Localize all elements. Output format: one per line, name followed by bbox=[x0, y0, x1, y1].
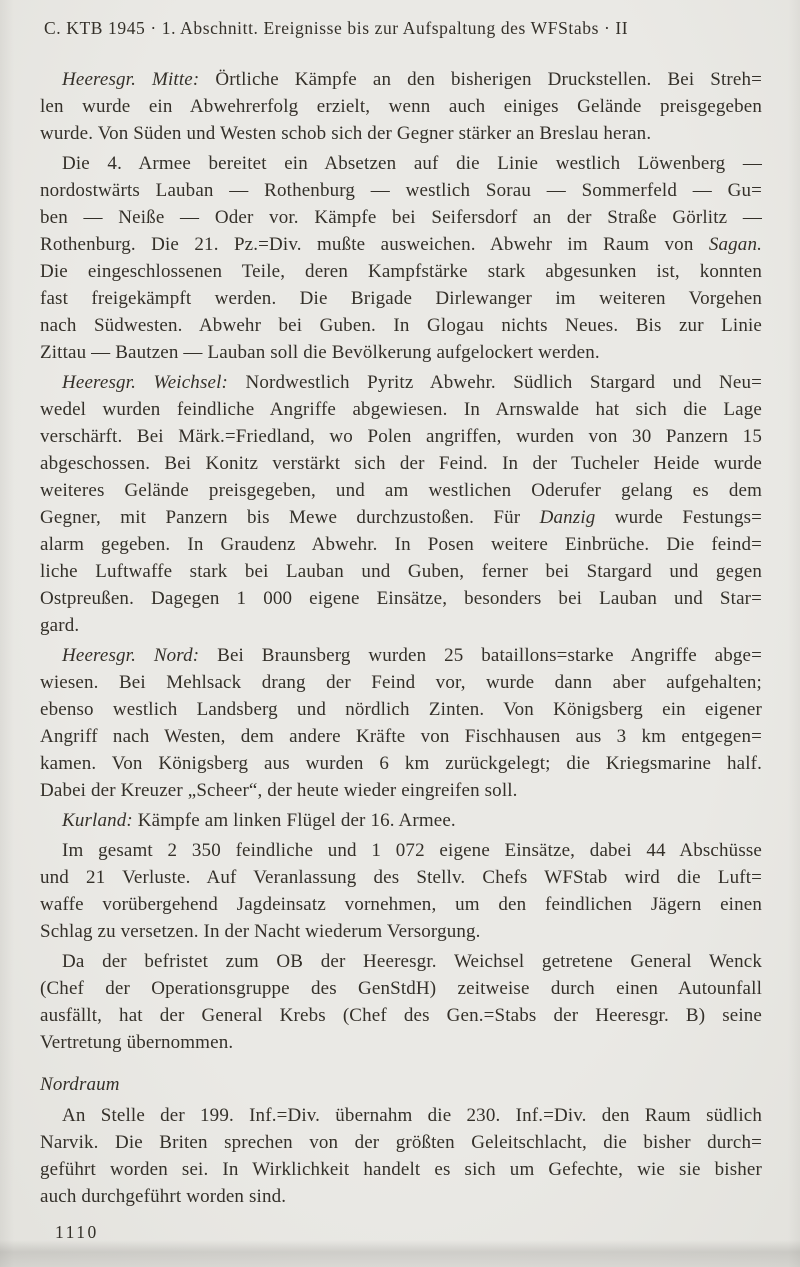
text-line: fast freigekämpft werden. Die Brigade Dirlewanger im weiteren Vorgehen bbox=[40, 288, 762, 309]
text-line: geführt worden sei. In Wirklichkeit handelt es sich um Gefechte, wie sie bisher bbox=[40, 1159, 762, 1180]
page-number: 1110 bbox=[55, 1222, 99, 1242]
text-line: gard. bbox=[40, 615, 80, 636]
text-line: nach Südwesten. Abwehr bei Guben. In Glogau nichts Neues. Bis zur Linie bbox=[40, 315, 762, 336]
paragraph bbox=[40, 150, 762, 366]
text-line: weiteres Gelände preisgegeben, und am westlichen Oderufer gelang es dem bbox=[40, 480, 762, 501]
text-line: Heeresgr. Nord: Bei Braunsberg wurden 25 bataillons=starke Angriffe abge= bbox=[62, 645, 762, 666]
text-line: An Stelle der 199. Inf.=Div. übernahm die 230. Inf.=Div. den Raum südlich bbox=[62, 1105, 762, 1126]
paragraph bbox=[40, 66, 762, 147]
text-line: Dabei der Kreuzer „Scheer“, der heute wieder eingreifen soll. bbox=[40, 780, 518, 801]
text-line: Gegner, mit Panzern bis Mewe durchzustoßen. Für Danzig wurde Festungs= bbox=[40, 507, 763, 528]
text-line: kamen. Von Königsberg aus wurden 6 km zurückgelegt; die Kriegsmarine half. bbox=[40, 753, 762, 774]
section-heading bbox=[40, 1071, 762, 1098]
text-line: nordostwärts Lauban — Rothenburg — westlich Sorau — Sommerfeld — Gu= bbox=[40, 180, 762, 201]
paragraph bbox=[40, 1102, 762, 1210]
text-line: Nordraum bbox=[40, 1074, 120, 1095]
text-line: Heeresgr. Weichsel: Nordwestlich Pyritz Abwehr. Südlich Stargard und Neu= bbox=[62, 372, 762, 393]
text-line: Die 4. Armee bereitet ein Absetzen auf die Linie westlich Löwenberg — bbox=[62, 153, 762, 174]
paragraph bbox=[40, 642, 762, 804]
text-line: ben — Neiße — Oder vor. Kämpfe bei Seifersdorf an der Straße Görlitz — bbox=[40, 207, 762, 228]
text-line: waffe vorübergehend Jagdeinsatz vornehmen, um den feindlichen Jägern einen bbox=[40, 894, 762, 915]
paragraph bbox=[40, 369, 762, 639]
running-header: C. KTB 1945 · 1. Abschnitt. Ereignisse bis zur Aufspaltung des WFStabs · II bbox=[44, 18, 629, 38]
text-line: wedel wurden feindliche Angriffe abgewiesen. In Arnswalde hat sich die Lage bbox=[40, 399, 762, 420]
text-line: liche Luftwaffe stark bei Lauban und Guben, ferner bei Stargard und gegen bbox=[40, 561, 762, 582]
paragraph bbox=[40, 837, 762, 945]
text-line: (Chef der Operationsgruppe des GenStdH) zeitweise durch einen Autounfall bbox=[40, 978, 762, 999]
text-line: Vertretung übernommen. bbox=[40, 1032, 234, 1053]
text-line: Zittau — Bautzen — Lauban soll die Bevölkerung aufgelockert werden. bbox=[40, 342, 600, 363]
text-line: und 21 Verluste. Auf Veranlassung des Stellv. Chefs WFStab wird die Luft= bbox=[40, 867, 762, 888]
paragraph bbox=[40, 807, 762, 834]
text-line: auch durchgeführt worden sind. bbox=[40, 1186, 287, 1207]
page-body bbox=[40, 66, 762, 1210]
text-line: Heeresgr. Mitte: Örtliche Kämpfe an den bisherigen Druckstellen. Bei Streh= bbox=[62, 69, 763, 90]
text-line: Schlag zu versetzen. In der Nacht wiederum Versorgung. bbox=[40, 921, 481, 942]
text-line: alarm gegeben. In Graudenz Abwehr. In Posen weitere Einbrüche. Die feind= bbox=[40, 534, 762, 555]
text-line: Rothenburg. Die 21. Pz.=Div. mußte ausweichen. Abwehr im Raum von Sagan. bbox=[40, 234, 762, 255]
text-line: Ostpreußen. Dagegen 1 000 eigene Einsätze, besonders bei Lauban und Star= bbox=[40, 588, 762, 609]
text-line: Da der befristet zum OB der Heeresgr. Weichsel getretene General Wenck bbox=[62, 951, 762, 972]
text-line: Kurland: Kämpfe am linken Flügel der 16. Armee. bbox=[62, 810, 456, 831]
text-line: wurde. Von Süden und Westen schob sich der Gegner stärker an Breslau heran. bbox=[40, 123, 652, 144]
paragraph bbox=[40, 948, 762, 1056]
text-line: Im gesamt 2 350 feindliche und 1 072 eigene Einsätze, dabei 44 Abschüsse bbox=[62, 840, 762, 861]
text-line: abgeschossen. Bei Konitz verstärkt sich der Feind. In der Tucheler Heide wurde bbox=[40, 453, 762, 474]
text-line: ausfällt, hat der General Krebs (Chef des Gen.=Stabs der Heeresgr. B) seine bbox=[40, 1005, 762, 1026]
text-line: Narvik. Die Briten sprechen von der größten Geleitschlacht, die bisher durch= bbox=[40, 1132, 762, 1153]
text-line: wiesen. Bei Mehlsack drang der Feind vor, wurde dann aber aufgehalten; bbox=[40, 672, 762, 693]
text-line: Angriff nach Westen, dem andere Kräfte von Fischhausen aus 3 km entgegen= bbox=[40, 726, 762, 747]
text-line: ebenso westlich Landsberg und nördlich Zinten. Von Königsberg ein eigener bbox=[40, 699, 762, 720]
text-line: verschärft. Bei Märk.=Friedland, wo Polen angriffen, wurden von 30 Panzern 15 bbox=[40, 426, 762, 447]
text-line: len wurde ein Abwehrerfolg erzielt, wenn auch einiges Gelände preisgegeben bbox=[40, 96, 762, 117]
text-line: Die eingeschlossenen Teile, deren Kampfstärke stark abgesunken ist, konnten bbox=[40, 261, 762, 282]
